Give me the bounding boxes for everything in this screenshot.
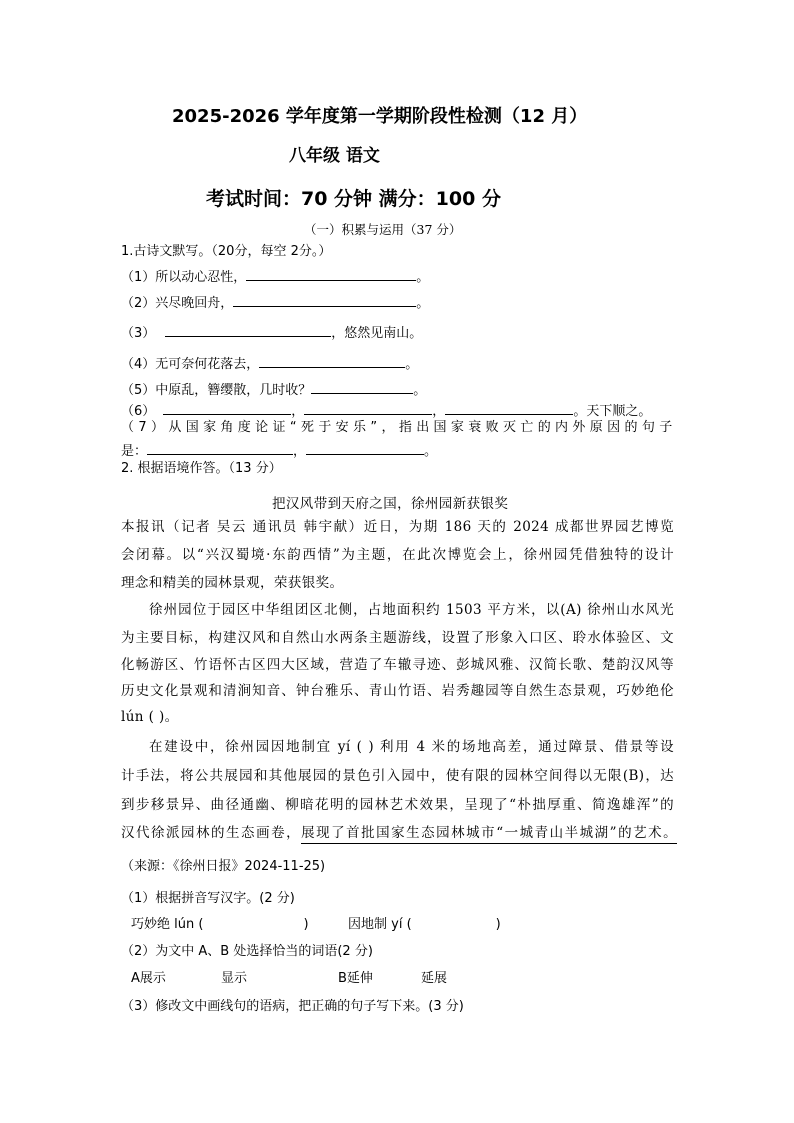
article-p1-line2: 会闭幕。以“兴汉蜀境·东韵西情”为主题，在此次博览会上，徐州园凭借独特的设计 bbox=[121, 547, 674, 563]
article-title: 把汉风带到天府之国，徐州园新获银奖 bbox=[272, 496, 509, 512]
answer-blank[interactable] bbox=[246, 268, 416, 281]
item-text-end: 。天下顺之。 bbox=[573, 404, 652, 419]
q1-item-7-line2 bbox=[121, 442, 437, 458]
item-text: 从国家角度论证“死于安乐”，指出国家衰败灭亡的内外原因的句子 bbox=[168, 420, 674, 435]
q1-item-5 bbox=[121, 381, 426, 397]
article-p1-line1: 本报讯（记者 吴云 通讯员 韩宇献）近日，为期 186 天的 2024 成都世界园艺博览 bbox=[121, 519, 674, 535]
option-b2[interactable]: 延展 bbox=[421, 971, 448, 986]
item-text-end: 。 bbox=[405, 357, 419, 372]
answer-blank[interactable] bbox=[311, 381, 413, 394]
item-text-end: 。 bbox=[413, 383, 427, 398]
answer-blank[interactable] bbox=[306, 442, 424, 455]
item-text-end: 。 bbox=[416, 270, 430, 285]
article-p2-line4: 历史文化景观和清涧知音、钟台雅乐、青山竹语、岩秀趣园等自然生态景观，巧妙绝伦 bbox=[121, 683, 674, 699]
pinyin-prompt: 因地制 yí ( bbox=[348, 917, 412, 932]
item-number: （6） bbox=[121, 404, 156, 419]
article-p3-line2: 计手法，将公共展园和其他展园的景色引入园中，使有限的园林空间得以无限(B)，达 bbox=[121, 768, 674, 784]
article-p3-line1: 在建设中，徐州园因地制宜 yí ( ) 利用 4 米的场地高差，通过障景、借景等设 bbox=[149, 739, 674, 755]
pinyin-prompt: 巧妙绝 lún ( bbox=[131, 917, 204, 932]
exam-info: 考试时间：70 分钟 满分：100 分 bbox=[206, 188, 501, 210]
q1-item-6 bbox=[121, 402, 651, 418]
item-text-end: 。 bbox=[416, 296, 430, 311]
paren-close: ) bbox=[303, 917, 309, 932]
q2-stem: 2. 根据语境作答。（13 分） bbox=[121, 461, 282, 476]
answer-blank[interactable] bbox=[233, 294, 416, 307]
q1-item-3 bbox=[121, 324, 422, 340]
answer-blank[interactable] bbox=[163, 402, 291, 415]
q2-sub1-stem: （1）根据拼音写汉字。(2 分) bbox=[121, 891, 295, 906]
exam-title: 2025-2026 学年度第一学期阶段性检测（12 月） bbox=[172, 106, 588, 127]
article-p1-line3: 理念和精美的园林景观，荣获银奖。 bbox=[121, 575, 344, 591]
item-number: （5） bbox=[121, 383, 156, 398]
q1-item-1 bbox=[121, 268, 429, 284]
article-text: 汉代徐派园林的生态画卷， bbox=[121, 825, 302, 841]
q1-stem: 1.古诗文默写。（20分，每空 2分。） bbox=[121, 244, 332, 259]
separator: ， bbox=[293, 444, 307, 459]
article-p2-line2: 为主要目标，构建汉风和自然山水两条主题游线，设置了形象入口区、聆水体验区、文 bbox=[121, 630, 674, 646]
answer-blank[interactable] bbox=[147, 442, 293, 455]
q2-sub1-b bbox=[348, 918, 501, 931]
q2-sub3-stem: （3）修改文中画线句的语病，把正确的句子写下来。(3 分) bbox=[121, 999, 464, 1014]
item-number: （7） bbox=[121, 420, 169, 435]
item-text: 中原乱，簪缨散，几时收？ bbox=[155, 383, 312, 398]
q2-sub1-a bbox=[131, 918, 309, 931]
item-text-end: ，悠然见南山。 bbox=[331, 326, 423, 341]
answer-blank[interactable] bbox=[165, 324, 331, 337]
q1-item-4 bbox=[121, 355, 418, 371]
option-b1[interactable]: B延伸 bbox=[338, 971, 373, 986]
option-a2[interactable]: 显示 bbox=[221, 971, 248, 986]
option-a1[interactable]: A展示 bbox=[131, 971, 166, 986]
item-text: 兴尽晚回舟， bbox=[155, 296, 234, 311]
answer-blank[interactable] bbox=[445, 402, 573, 415]
grade-subject: 八年级 语文 bbox=[289, 146, 380, 166]
item-text: 无可奈何花落去， bbox=[155, 357, 260, 372]
article-p3-line3: 到步移景异、曲径通幽、柳暗花明的园林艺术效果，呈现了“朴拙厚重、简逸雄浑”的 bbox=[121, 797, 674, 813]
item-prefix: 是： bbox=[121, 444, 148, 459]
item-number: （3） bbox=[121, 326, 156, 341]
article-p2-line5: lún ( )。 bbox=[121, 709, 179, 725]
item-number: （4） bbox=[121, 357, 156, 372]
q1-item-2 bbox=[121, 294, 429, 310]
item-number: （2） bbox=[121, 296, 156, 311]
separator: ， bbox=[291, 404, 305, 419]
item-number: （1） bbox=[121, 270, 156, 285]
separator: ， bbox=[432, 404, 446, 419]
article-p2-line1: 徐州园位于园区中华组团区北侧，占地面积约 1503 平方米，以(A) 徐州山水风光 bbox=[149, 602, 674, 618]
section-heading: （一）积累与运用（37 分） bbox=[304, 222, 462, 237]
underlined-sentence: 展现了首批国家生态园林城市“一城青山半城湖”的艺术。 bbox=[301, 825, 677, 844]
article-p3-line4 bbox=[121, 827, 677, 841]
article-p2-line3: 化畅游区、竹语怀古区四大区域，营造了车辙寻迹、彭城风雅、汉简长歌、楚韵汉风等 bbox=[121, 657, 674, 673]
article-source: （来源：《徐州日报》2024-11-25) bbox=[121, 859, 326, 874]
paren-close: ) bbox=[495, 917, 501, 932]
answer-blank[interactable] bbox=[304, 402, 432, 415]
item-text-end: 。 bbox=[424, 444, 438, 459]
item-text: 所以动心忍性， bbox=[155, 270, 247, 285]
answer-blank[interactable] bbox=[259, 355, 405, 368]
q2-sub2-stem: （2）为文中 A、B 处选择恰当的词语(2 分) bbox=[121, 944, 373, 959]
q1-item-7 bbox=[121, 421, 673, 434]
